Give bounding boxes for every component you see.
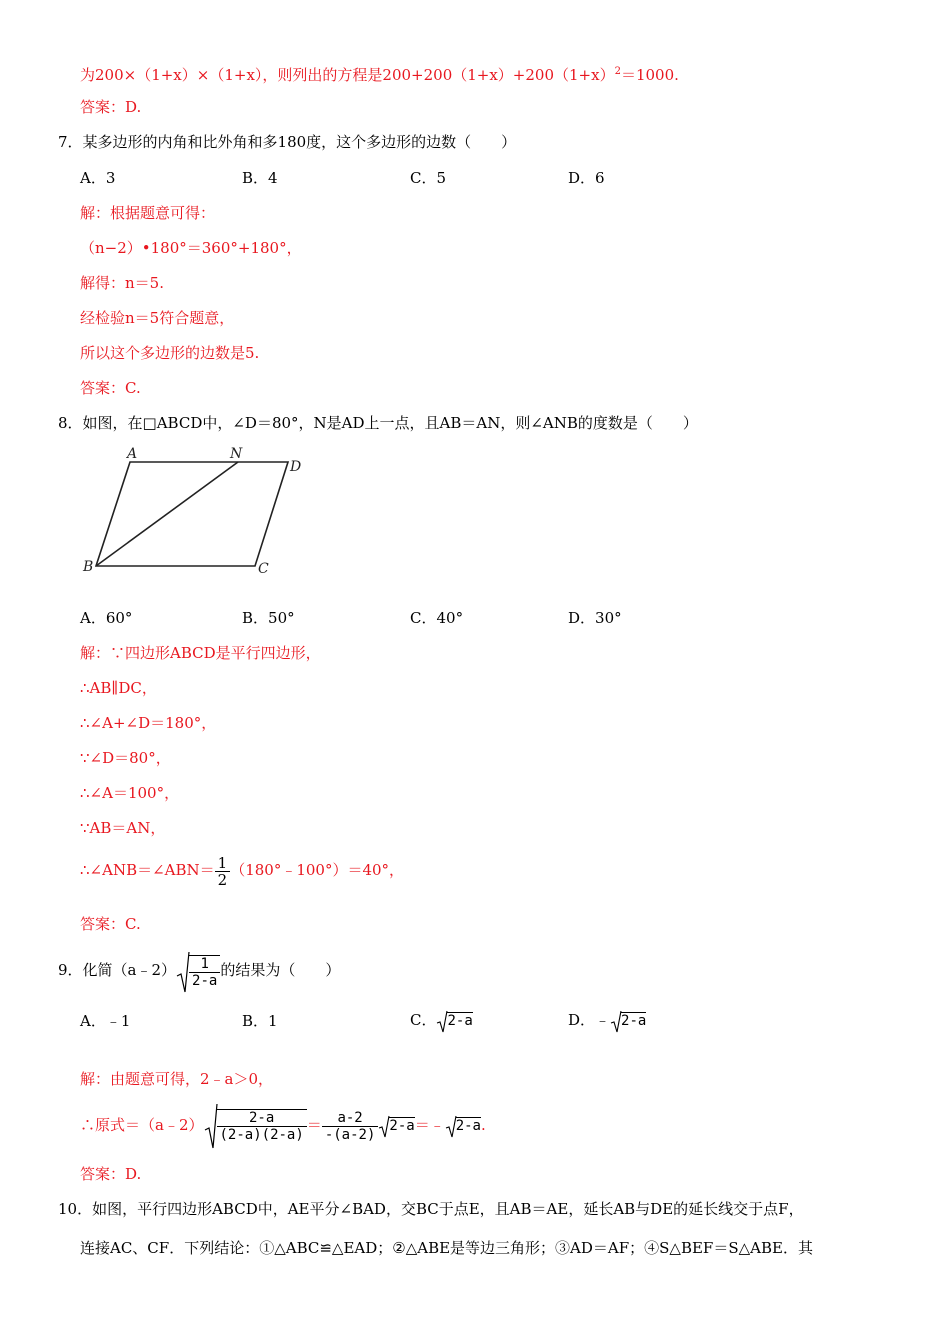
q8-answer: 答案：C. [80,915,141,933]
q8-option-b: B．50° [242,609,295,627]
q9-option-a: A．﹣1 [80,1012,131,1030]
fraction-one-half: $\frac{1}{2}$ [215,855,231,888]
parallelogram-abcd [96,462,288,566]
q8-solution-line: ∴AB∥DC， [80,679,157,697]
q9-option-c: C． 2-a [410,1006,473,1035]
q8-option-c: C．40° [410,609,464,627]
q8-solution-line: ∵AB＝AN， [80,819,166,837]
q7-solution-line: 解：根据题意可得： [80,204,216,222]
q9-stem: 9．化简（a﹣2） $\frac{1}{2-a}$ 的结果为（ ） [58,948,340,994]
q9-answer: 答案：D. [80,1165,142,1183]
q8-solution-line: 解：∵四边形ABCD是平行四边形， [80,644,321,662]
q7-solution-line: 解得：n＝5. [80,274,164,292]
q7-option-c: C．5 [410,169,447,187]
label-b: B [83,559,94,575]
q9-solution-derivation: ∴原式＝（a﹣2） $\frac{2-a}{(2-a)(2-a)}$ ＝ $\frac{a-2}{-(a-2)}$ 2-a＝﹣ 2-a. [80,1100,486,1151]
q9-option-b: B．1 [242,1012,278,1030]
sqrt-expression: $\frac{1}{2-a}$ [176,949,220,994]
label-a: A [127,446,138,462]
q8-solution-line: ∵∠D＝80°， [80,749,171,767]
q8-option-d: D．30° [568,609,622,627]
q10-stem-line1: 10．如图，平行四边形ABCD中，AE平分∠BAD，交BC于点E，且AB＝AE，延长AB与DE的延长线交于点F， [58,1200,804,1218]
q7-option-d: D．6 [568,169,605,187]
q7-solution-line: 经检验n＝5符合题意， [80,309,235,327]
q9-solution-line: 解：由题意可得，2﹣a＞0， [80,1070,274,1088]
q8-option-a: A．60° [80,609,133,627]
label-d: D [290,459,302,475]
label-c: C [258,561,269,577]
q7-answer: 答案：C. [80,379,141,397]
q8-solution-line: ∴∠A+∠D＝180°， [80,714,217,732]
prev-answer: 答案：D. [80,98,142,116]
parallelogram-figure [78,442,318,582]
q8-solution-final: ∴∠ANB＝∠ABN＝ $\frac{1}{2}$ （180°﹣100°）＝40°， [80,853,405,889]
label-n: N [230,446,243,462]
q7-option-a: A．3 [80,169,116,187]
q7-stem: 7．某多边形的内角和比外角和多180度，这个多边形的边数（ ） [58,133,517,151]
q8-solution-line: ∴∠A＝100°， [80,784,180,802]
q9-option-d: D．﹣ 2-a [568,1006,646,1035]
q10-stem-line2: 连接AC、CF．下列结论：①△ABC≌△EAD；②△ABE是等边三角形；③AD＝AF；④S△BEF＝S△ABE．其 [80,1239,813,1257]
q8-stem: 8．如图，在□ABCD中，∠D＝80°，N是AD上一点，且AB＝AN，则∠ANB的度数是（ ） [58,414,698,432]
q7-solution-line: （n−2）•180°＝360°+180°， [80,239,302,257]
fraction-radicand: $\frac{2-a}{(2-a)(2-a)}$ [217,1109,307,1143]
q7-solution-line: 所以这个多边形的边数是5. [80,344,260,362]
prev-solution-line: 为200×（1+x）×（1+x），则列出的方程是$200+200(1+x)+200(1+x)^2=1000$. [80,66,679,84]
segment-bn [96,462,238,566]
q7-option-b: B．4 [242,169,278,187]
fraction-sign: $\frac{a-2}{-(a-2)}$ [322,1110,379,1143]
